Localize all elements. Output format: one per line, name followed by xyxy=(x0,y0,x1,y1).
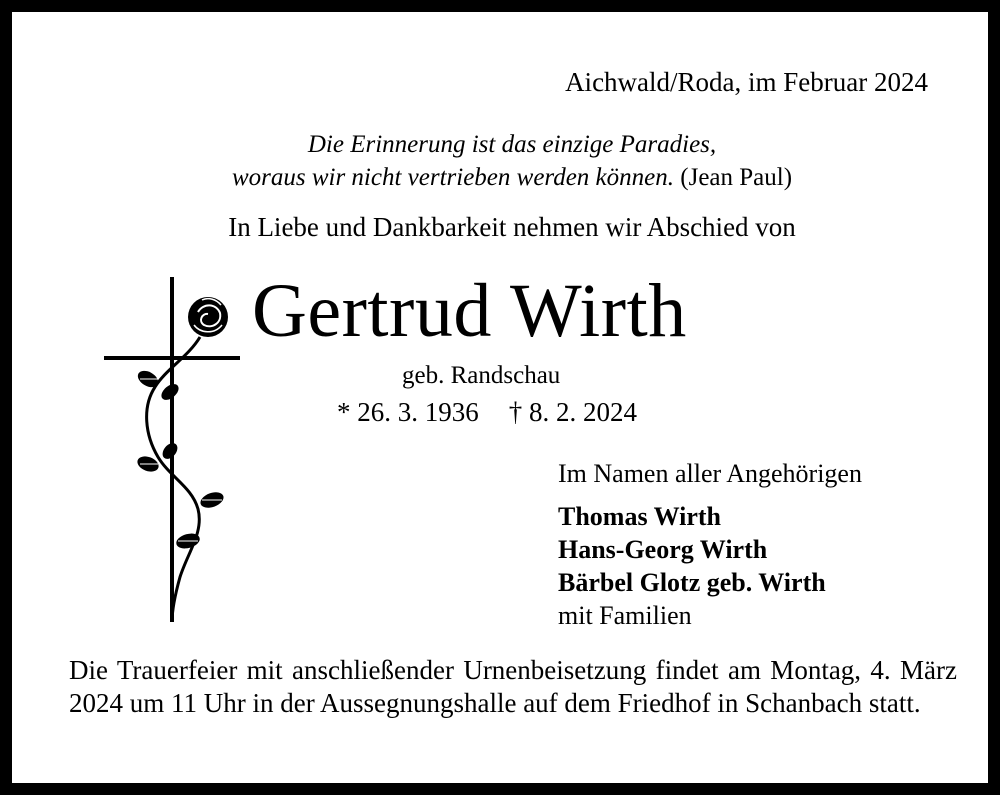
ceremony-details: Die Trauerfeier mit anschließender Urnenbeisetzung findet am Montag, 4. März 2024 um 11 Uhr in der Aussegnungshalle auf dem Friedhof in Schanbach statt. xyxy=(69,655,957,718)
relative-name: Thomas Wirth xyxy=(558,502,722,531)
families-line: mit Familien xyxy=(558,601,692,630)
life-dates xyxy=(337,397,637,428)
death-date: † 8. 2. 2024 xyxy=(508,397,637,427)
maiden-name: geb. Randschau xyxy=(402,362,561,389)
birth-date: * 26. 3. 1936 xyxy=(337,397,479,427)
deceased-name: Gertrud Wirth xyxy=(252,269,687,353)
quote xyxy=(12,128,1000,194)
intro-text: In Liebe und Dankbarkeit nehmen wir Abschied von xyxy=(228,212,796,242)
quote-line-2 xyxy=(12,161,1000,194)
quote-line-2-text: woraus wir nicht vertrieben werden können. xyxy=(231,164,675,191)
quote-line-1: Die Erinnerung ist das einzige Paradies, xyxy=(307,131,717,158)
place-date: Aichwald/Roda, im Februar 2024 xyxy=(565,67,928,97)
behalf-line: Im Namen aller Angehörigen xyxy=(558,459,862,488)
relatives-list xyxy=(558,500,826,632)
relative-name: Bärbel Glotz geb. Wirth xyxy=(558,568,826,597)
quote-author: (Jean Paul) xyxy=(680,164,793,191)
cross-with-rose-icon xyxy=(100,277,250,627)
relative-name: Hans-Georg Wirth xyxy=(558,535,768,564)
